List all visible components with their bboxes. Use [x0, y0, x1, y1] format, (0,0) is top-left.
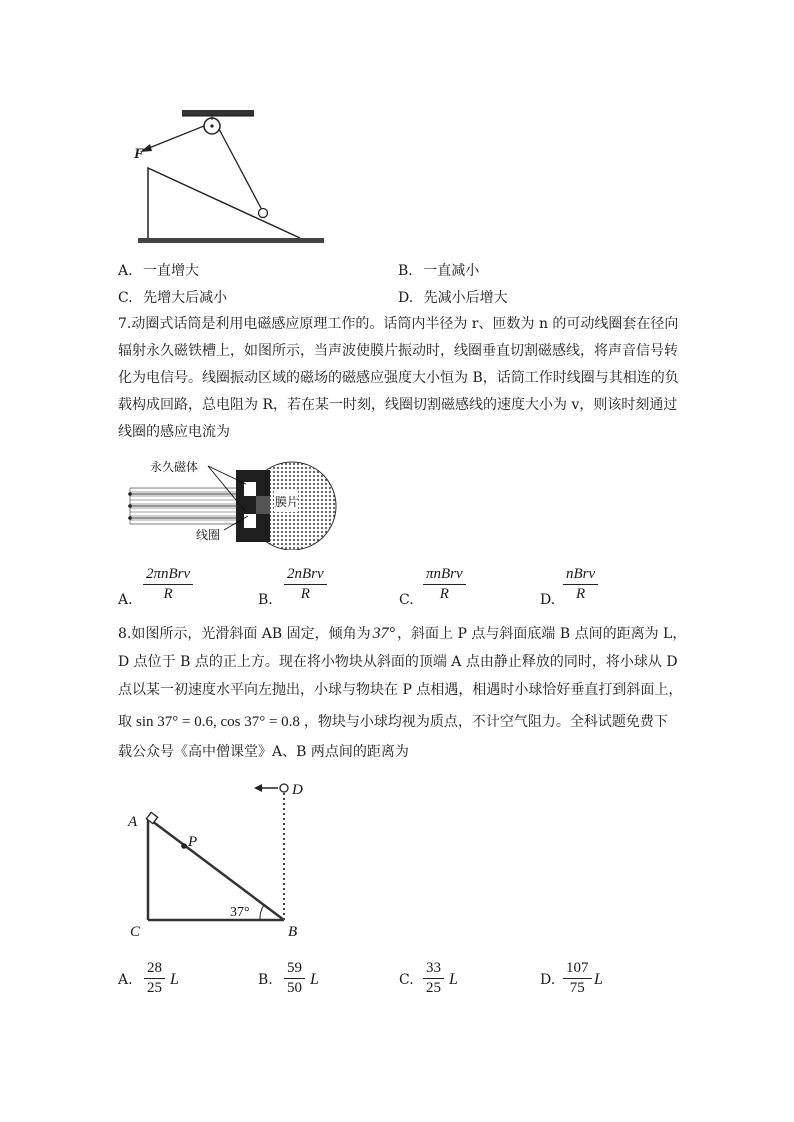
option-text: 先减小后增大	[423, 290, 508, 306]
q8-option-b-unit: L	[310, 971, 319, 988]
q6-option-b	[398, 260, 479, 280]
label-p: P	[188, 834, 198, 850]
q7-option-d-letter: D.	[540, 592, 556, 608]
q8-option-c-unit: L	[449, 971, 458, 988]
q6-figure	[130, 102, 330, 250]
denominator: 25	[426, 980, 441, 996]
q8-option-d-letter: D.	[540, 972, 556, 988]
denominator: 50	[287, 980, 302, 996]
q8-option-a-fraction	[144, 960, 165, 997]
q7-stem-line-5: 线圈的感应电流为	[118, 424, 230, 440]
q8-option-d-fraction	[563, 960, 592, 997]
q7-option-d-fraction	[563, 566, 598, 603]
q7-option-a-letter: A.	[118, 592, 133, 608]
ball	[259, 209, 268, 218]
stem-text: ，斜面上 P 点与斜面底端 B 点间的距离为 L，	[397, 626, 687, 642]
q6-option-c	[118, 287, 227, 307]
stem-text: 8.如图所示，光滑斜面 AB 固定，倾角为	[118, 626, 371, 642]
point-p	[181, 843, 187, 849]
denominator: R	[300, 586, 310, 602]
q8-option-a-letter: A.	[118, 972, 133, 988]
option-text: 先增大后减小	[143, 290, 228, 306]
trig-values: sin 37° = 0.6, cos 37° = 0.8	[136, 714, 300, 730]
denominator: R	[439, 586, 449, 602]
q8-stem-line-4	[118, 712, 678, 732]
numerator: 28	[144, 960, 165, 979]
numerator: πnBrv	[423, 566, 466, 585]
option-letter: A.	[118, 263, 133, 279]
q7-microphone-figure	[124, 454, 342, 550]
angle-value: 37°	[372, 625, 396, 642]
q8-stem-line-1	[118, 624, 687, 644]
q8-stem-line-5: 载公众号《高中僧课堂》A、B 两点间的距离为	[118, 744, 409, 760]
label-d: D	[292, 782, 303, 798]
ball-d	[280, 784, 288, 792]
q7-stem-line-4: 载构成回路，总电阻为 R，若在某一时刻，线圈切割磁感线的速度大小为 v，则该时刻通过	[118, 397, 678, 413]
stem-text: ，物块与小球均视为质点，不计空气阻力。全科试题免费下	[303, 714, 668, 730]
q8-option-c-fraction	[423, 960, 444, 997]
q7-option-c-letter: C.	[399, 592, 414, 608]
numerator: 2nBrv	[284, 566, 327, 585]
q7-stem-line-1: 7.动圈式话筒是利用电磁感应原理工作的。话筒内半径为 r、匝数为 n 的可动线圈套在径向	[118, 316, 679, 332]
numerator: 2πnBrv	[143, 566, 193, 585]
denominator: R	[163, 586, 173, 602]
q8-option-b-letter: B.	[258, 972, 273, 988]
option-letter: D.	[398, 290, 414, 306]
force-label: F	[134, 146, 145, 162]
denominator: 25	[147, 980, 162, 996]
option-text: 一直增大	[143, 263, 200, 279]
angle-label: 37°	[230, 905, 250, 920]
q7-option-b-fraction	[284, 566, 327, 603]
q7-option-a-fraction	[143, 566, 193, 603]
q6-option-a	[118, 260, 199, 280]
label-a: A	[128, 814, 138, 830]
numerator: nBrv	[563, 566, 598, 585]
q8-stem-line-2: D 点位于 B 点的正上方。现在将小物块从斜面的顶端 A 点由静止释放的同时，将小球从 D	[118, 654, 678, 670]
numerator: 33	[423, 960, 444, 979]
label-b: B	[288, 924, 298, 940]
q6-option-d	[398, 287, 508, 307]
diaphragm-label: 膜片	[275, 495, 300, 509]
ceiling-bar	[182, 110, 254, 116]
q8-incline-figure	[124, 774, 320, 944]
magnet-label: 永久磁体	[150, 460, 199, 474]
coil-label: 线圈	[196, 528, 221, 542]
q7-option-b-letter: B.	[258, 592, 273, 608]
stem-text: 取	[118, 714, 132, 730]
incline	[148, 168, 300, 239]
side-ab	[148, 818, 284, 920]
denominator: 75	[569, 980, 585, 996]
q8-stem-line-3: 点以某一初速度水平向左抛出，小球与物块在 P 点相遇，相遇时小球恰好垂直打到斜面上，	[118, 682, 683, 698]
q8-option-a-unit: L	[170, 971, 179, 988]
q8-option-b-fraction	[284, 960, 305, 997]
numerator: 107	[563, 960, 592, 979]
q8-option-c-letter: C.	[399, 972, 414, 988]
option-letter: C.	[118, 290, 133, 306]
q7-option-c-fraction	[423, 566, 466, 603]
ground-bar	[138, 238, 324, 243]
option-text: 一直减小	[423, 263, 480, 279]
option-letter: B.	[398, 263, 413, 279]
numerator: 59	[284, 960, 305, 979]
denominator: R	[576, 586, 586, 602]
label-c: C	[130, 924, 141, 940]
q8-option-d-unit: L	[594, 971, 603, 988]
q7-stem-line-2: 辐射永久磁铁槽上，如图所示，当声波使膜片振动时，线圈垂直切割磁感线，将声音信号转	[118, 343, 678, 359]
q7-stem-line-3: 化为电信号。线圈振动区域的磁场的磁感应强度大小恒为 B，话筒工作时线圈与其相连的负	[118, 370, 679, 386]
